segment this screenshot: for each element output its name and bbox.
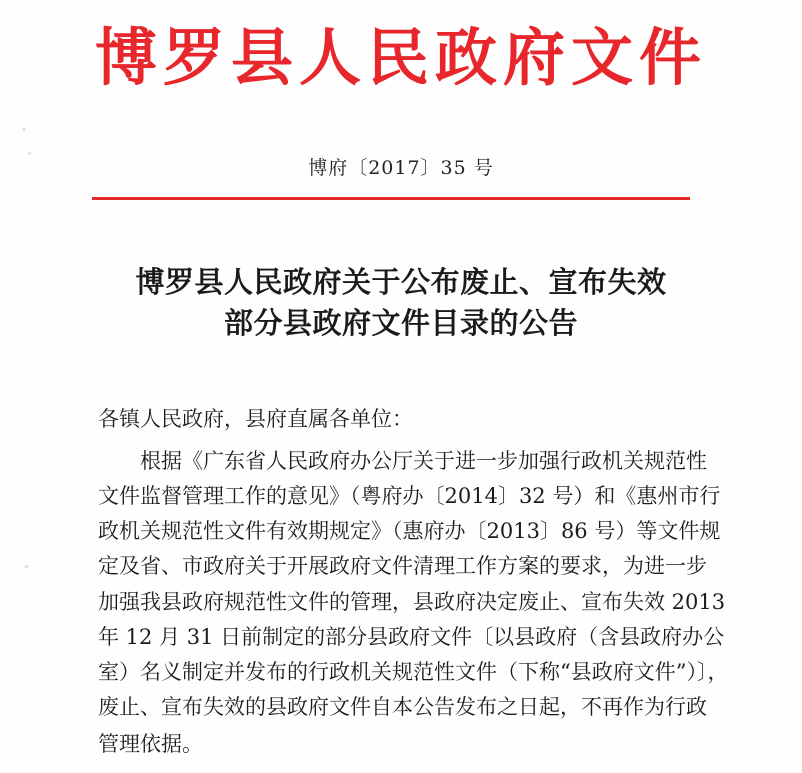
body-line: 废止、宣布失效的县政府文件自本公告发布之日起，不再作为行政 bbox=[98, 695, 707, 719]
red-divider-line bbox=[92, 197, 690, 200]
body-line: 根据《广东省人民政府办公厅关于进一步加强行政机关规范性 bbox=[140, 449, 707, 473]
scan-speck bbox=[22, 128, 26, 131]
agency-red-header: 博罗县人民政府文件 bbox=[94, 21, 707, 94]
body-line: 管理依据。 bbox=[98, 732, 203, 756]
salutation: 各镇人民政府，县府直属各单位： bbox=[98, 407, 413, 431]
document-number: 博府〔2017〕35 号 bbox=[308, 157, 494, 179]
announcement-title-line-2: 部分县政府文件目录的公告 bbox=[223, 306, 578, 340]
body-line: 文件监督管理工作的意见》（粤府办〔2014〕32 号）和《惠州市行 bbox=[98, 484, 721, 508]
body-line: 定及省、市政府关于开展政府文件清理工作方案的要求，为进一步 bbox=[98, 554, 707, 578]
scan-speck bbox=[24, 565, 29, 568]
body-line: 政机关规范性文件有效期规定》（惠府办〔2013〕86 号）等文件规 bbox=[98, 519, 721, 543]
announcement-title-line-1: 博罗县人民政府关于公布废止、宣布失效 bbox=[135, 265, 667, 299]
body-line: 室）名义制定并发布的行政机关规范性文件（下称“县政府文件”）〕， bbox=[98, 660, 729, 684]
body-line: 年 12 月 31 日前制定的部分县政府文件〔以县政府（含县政府办公 bbox=[98, 625, 725, 649]
body-line: 加强我县政府规范性文件的管理，县政府决定废止、宣布失效 2013 bbox=[98, 590, 726, 614]
